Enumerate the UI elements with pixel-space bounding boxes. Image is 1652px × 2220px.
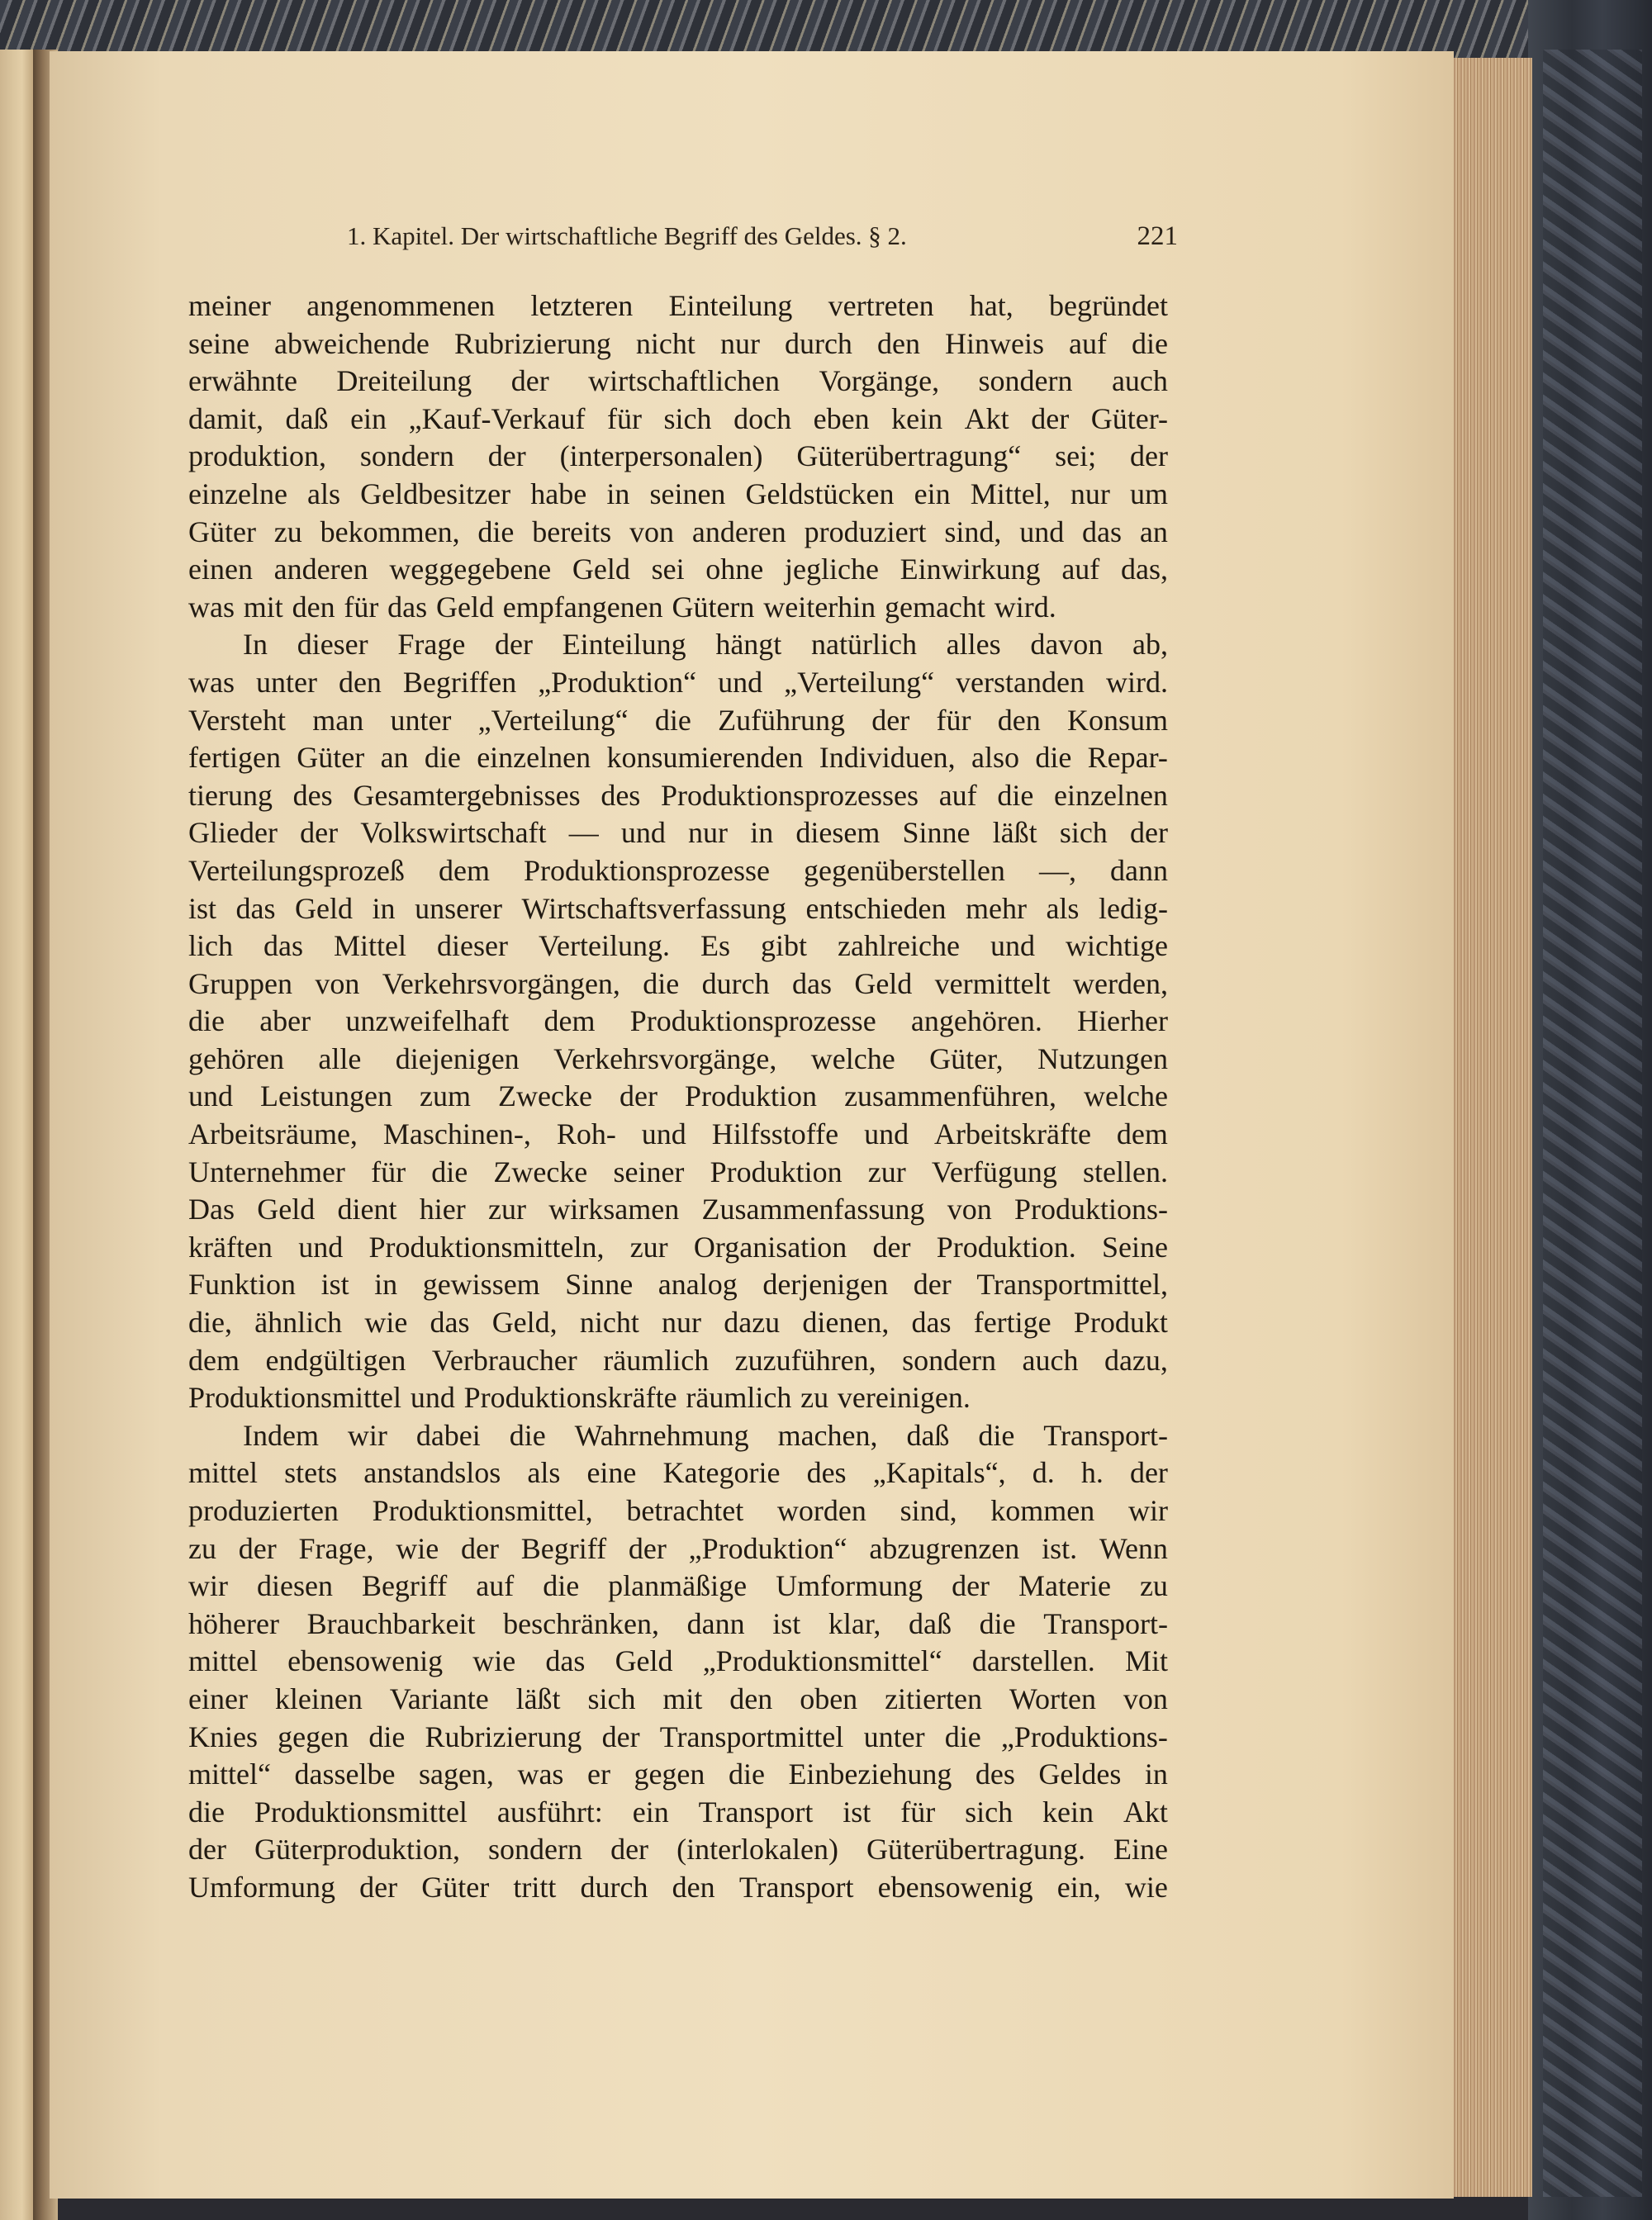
previous-page-edge <box>0 50 36 2220</box>
text-line: wir diesen Begriff auf die planmäßige Umformung der Materie zu <box>188 1569 1168 1603</box>
text-line: produzierten Produktionsmittel, betrachtet worden sind, kommen wir <box>188 1494 1168 1527</box>
text-line: fertigen Güter an die einzelnen konsumierenden Individuen, also die Repar- <box>188 741 1168 775</box>
cover-marble-texture <box>1543 50 1642 2197</box>
text-line: Das Geld dient hier zur wirksamen Zusammenfassung von Produktions- <box>188 1193 1168 1226</box>
text-line: gehören alle diejenigen Verkehrsvorgänge, welche Güter, Nutzungen <box>188 1041 1168 1075</box>
text-line: einen anderen weggegebene Geld sei ohne jegliche Einwirkung auf das, <box>188 553 1168 586</box>
text-line: Produktionsmittel und Produktionskräfte räumlich zu vereinigen. <box>188 1381 971 1415</box>
text-line: höherer Brauchbarkeit beschränken, dann ist klar, daß die Transport- <box>188 1606 1168 1640</box>
text-line: dem endgültigen Verbraucher räumlich zuzuführen, sondern auch dazu, <box>188 1343 1168 1377</box>
text-line: Glieder der Volkswirtschaft — und nur in diesem Sinne läßt sich der <box>188 816 1168 850</box>
text-line: tierung des Gesamtergebnisses des Produktionsprozesses auf die einzelnen <box>188 778 1168 812</box>
text-line: erwähnte Dreiteilung der wirtschaftlichen Vorgänge, sondern auch <box>188 364 1168 398</box>
text-line: Knies gegen die Rubrizierung der Transportmittel unter die „Produktions- <box>188 1720 1168 1753</box>
text-line: was unter den Begriffen „Produktion“ und „Verteilung“ verstanden wird. <box>188 665 1168 699</box>
text-line: die, ähnlich wie das Geld, nicht nur dazu dienen, das fertige Produkt <box>188 1306 1168 1340</box>
text-line: Gruppen von Verkehrsvorgängen, die durch das Geld vermittelt werden, <box>188 966 1168 1000</box>
text-line: Umformung der Güter tritt durch den Transport ebensowenig ein, wie <box>188 1870 1168 1904</box>
page-number: 221 <box>1137 221 1178 251</box>
text-line: zu der Frage, wie der Begriff der „Produktion“ abzugrenzen ist. Wenn <box>188 1531 1168 1565</box>
text-line: seine abweichende Rubrizierung nicht nur durch den Hinweis auf die <box>188 326 1168 360</box>
text-line: Verteilungsprozeß dem Produktionsprozesse gegenüberstellen —, dann <box>188 853 1168 887</box>
text-line: Indem wir dabei die Wahrnehmung machen, daß die Transport- <box>243 1418 1168 1452</box>
text-line: produktion, sondern der (interpersonalen) Güterübertragung“ sei; der <box>188 439 1168 473</box>
text-line: einzelne als Geldbesitzer habe in seinen Geldstücken ein Mittel, nur um <box>188 477 1168 510</box>
text-line: die Produktionsmittel ausführt: ein Transport ist für sich kein Akt <box>188 1795 1168 1829</box>
text-line: mittel stets anstandslos als eine Kategorie des „Kapitals“, d. h. der <box>188 1456 1168 1490</box>
text-line: Arbeitsräume, Maschinen-, Roh- und Hilfsstoffe und Arbeitskräfte dem <box>188 1117 1168 1151</box>
text-line: damit, daß ein „Kauf-Verkauf für sich doch eben kein Akt der Güter- <box>188 401 1168 435</box>
text-line: In dieser Frage der Einteilung hängt natürlich alles davon ab, <box>243 628 1168 662</box>
text-line: Güter zu bekommen, die bereits von anderen produziert sind, und das an <box>188 515 1168 548</box>
page-block-edges <box>1454 58 1532 2197</box>
text-line: Funktion ist in gewissem Sinne analog derjenigen der Transportmittel, <box>188 1268 1168 1302</box>
text-line: Versteht man unter „Verteilung“ die Zuführung der für den Konsum <box>188 703 1168 737</box>
text-line: mittel“ dasselbe sagen, was er gegen die Einbeziehung des Geldes in <box>188 1758 1168 1791</box>
text-line: die aber unzweifelhaft dem Produktionsprozesse angehören. Hierher <box>188 1004 1168 1038</box>
text-line: ist das Geld in unserer Wirtschaftsverfassung entschieden mehr als ledig- <box>188 891 1168 925</box>
text-line: der Güterproduktion, sondern der (interlokalen) Güterübertragung. Eine <box>188 1833 1168 1867</box>
text-line: mittel ebensowenig wie das Geld „Produktionsmittel“ darstellen. Mit <box>188 1644 1168 1678</box>
text-line: und Leistungen zum Zwecke der Produktion zusammenführen, welche <box>188 1079 1168 1113</box>
text-line: lich das Mittel dieser Verteilung. Es gibt zahlreiche und wichtige <box>188 929 1168 963</box>
text-line: einer kleinen Variante läßt sich mit den oben zitierten Worten von <box>188 1682 1168 1715</box>
text-line: meiner angenommenen letzteren Einteilung vertreten hat, begründet <box>188 289 1168 322</box>
text-line: Unternehmer für die Zwecke seiner Produktion zur Verfügung stellen. <box>188 1155 1168 1188</box>
page-body-text <box>188 287 1168 1907</box>
running-head: 1. Kapitel. Der wirtschaftliche Begriff des Geldes. § 2. <box>347 221 907 250</box>
text-line: was mit den für das Geld empfangenen Gütern weiterhin gemacht wird. <box>188 590 1056 624</box>
text-line: kräften und Produktionsmitteln, zur Organisation der Produktion. Seine <box>188 1230 1168 1264</box>
